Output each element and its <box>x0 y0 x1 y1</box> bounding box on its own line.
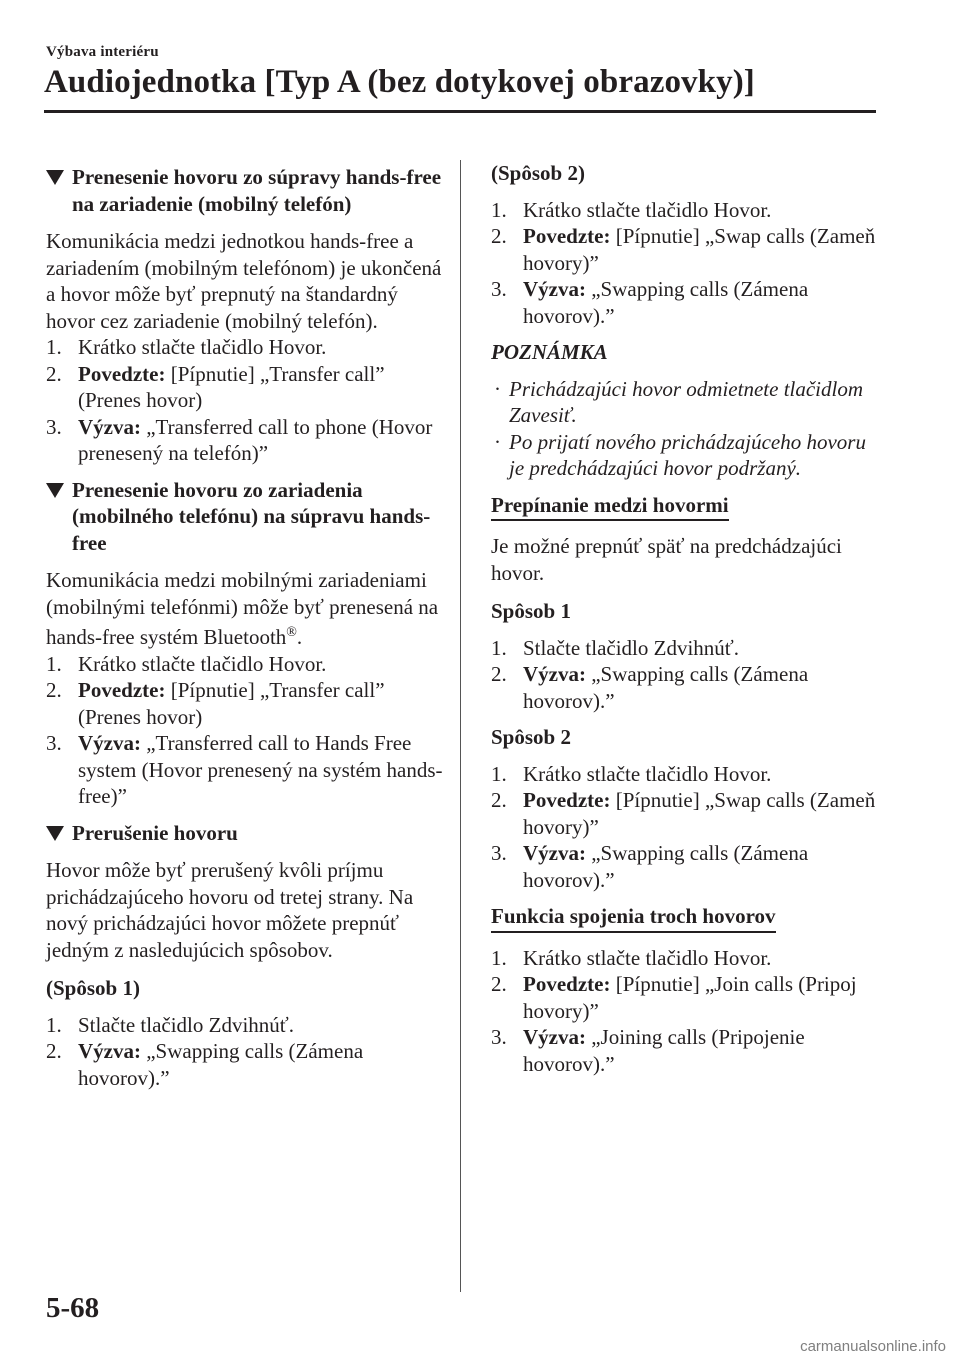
step-text: Stlačte tlačidlo Zdvihnúť. <box>78 1012 295 1037</box>
list-item <box>491 971 881 1024</box>
step-text: Stlačte tlačidlo Zdvihnúť. <box>523 635 740 660</box>
method-2-title: (Spôsob 2) <box>491 161 585 185</box>
column-divider <box>460 160 461 1292</box>
step-number: 1. <box>491 945 507 970</box>
step-number: 2. <box>46 361 62 386</box>
step-label: Výzva: <box>78 414 141 439</box>
steps-list <box>46 334 446 467</box>
step-number: 2. <box>46 678 62 702</box>
heading-transfer-to-handsfree: Prenesenie hovoru zo zariadenia (mobilného telefónu) na súpravu hands-free <box>46 477 446 557</box>
step-number: 1. <box>491 761 507 786</box>
step-number: 2. <box>491 662 507 686</box>
note-item: · Po prijatí nového prichádzajúceho hovoru je predchádzajúci hovor podržaný. <box>494 429 866 480</box>
list-item <box>491 197 881 224</box>
step-label: Povedzte: <box>523 972 611 996</box>
step-label: Výzva: <box>78 1039 141 1063</box>
heading-join-calls: Funkcia spojenia troch hovorov <box>491 903 776 933</box>
steps-list <box>46 1012 446 1092</box>
page-number: 5-68 <box>46 1292 100 1324</box>
step-label: Výzva: <box>523 1025 586 1049</box>
triangle-bullet-icon <box>46 483 64 498</box>
bullet-dot-icon: · <box>494 429 501 454</box>
note-title: POZNÁMKA <box>491 340 608 364</box>
step-number: 2. <box>491 972 507 996</box>
step-text: „Transferred call to phone (Hovor prenesený na telefón)” <box>78 414 433 465</box>
list-item <box>491 276 881 329</box>
left-column <box>46 160 446 1101</box>
list-item <box>46 730 446 810</box>
step-number: 1. <box>46 1012 62 1037</box>
page-title: Audiojednotka [Typ A (bez dotykovej obrazovky)] <box>44 64 755 100</box>
step-number: 3. <box>491 1025 507 1049</box>
list-item <box>491 945 881 972</box>
section-label: Výbava interiéru <box>46 44 159 60</box>
step-text: [Pípnutie] „Transfer call” (Prenes hovor) <box>78 678 385 729</box>
step-label: Povedzte: <box>78 678 166 702</box>
paragraph-switch-calls: Je možné prepnúť späť na predchádzajúci hovor. <box>491 534 842 585</box>
paragraph-transfer-to-handsfree: Komunikácia medzi mobilnými zariadeniami (mobilnými telefónmi) môže byť prenesená na hands-free systém Bluetooth®. <box>46 568 439 649</box>
list-item <box>491 761 881 788</box>
list-item <box>46 677 446 730</box>
step-text: „Swapping calls (Zámena hovorov).” <box>523 662 809 713</box>
step-number: 1. <box>491 635 507 660</box>
step-number: 2. <box>491 788 507 812</box>
note-item: · Prichádzajúci hovor odmietnete tlačidlom Zavesiť. <box>494 376 864 427</box>
list-item <box>491 661 881 714</box>
note-list <box>491 376 881 482</box>
step-text: [Pípnutie] „Join calls (Pripoj hovory)” <box>523 972 857 1023</box>
triangle-bullet-icon <box>46 170 64 185</box>
method-1-title: (Spôsob 1) <box>46 976 140 1000</box>
steps-list <box>491 197 881 330</box>
list-item <box>46 1038 446 1091</box>
steps-list <box>491 635 881 715</box>
step-number: 3. <box>491 841 507 865</box>
list-item <box>491 1024 881 1077</box>
step-label: Povedzte: <box>523 788 611 812</box>
list-item <box>491 635 881 662</box>
bullet-dot-icon: · <box>494 376 501 401</box>
right-column <box>491 160 881 1087</box>
list-item <box>46 651 446 678</box>
list-item <box>46 361 446 414</box>
step-text: „Transferred call to Hands Free system (Hovor prenesený na systém hands-free)” <box>78 731 443 808</box>
step-number: 3. <box>491 277 507 301</box>
switch-method-1-title: Spôsob 1 <box>491 599 571 623</box>
step-text: [Pípnutie] „Transfer call” (Prenes hovor) <box>78 361 385 412</box>
step-label: Povedzte: <box>523 224 611 248</box>
step-number: 2. <box>46 1039 62 1063</box>
step-label: Výzva: <box>523 277 586 301</box>
step-number: 3. <box>46 414 62 439</box>
list-item <box>46 414 446 467</box>
steps-list <box>491 761 881 894</box>
watermark-link[interactable]: carmanualsonline.info <box>800 1338 946 1355</box>
list-item <box>491 787 881 840</box>
list-item <box>491 223 881 276</box>
step-text: „Swapping calls (Zámena hovorov).” <box>523 277 809 328</box>
step-text: [Pípnutie] „Swap calls (Zameň hovory)” <box>523 224 876 275</box>
step-text: „Swapping calls (Zámena hovorov).” <box>78 1039 364 1090</box>
step-number: 1. <box>46 651 62 676</box>
step-text: Krátko stlačte tlačidlo Hovor. <box>78 651 327 676</box>
step-number: 3. <box>46 731 62 755</box>
list-item <box>491 840 881 893</box>
step-label: Povedzte: <box>78 361 166 386</box>
list-item <box>46 1012 446 1039</box>
steps-list <box>491 945 881 1078</box>
step-label: Výzva: <box>523 662 586 686</box>
paragraph-transfer-to-phone: Komunikácia medzi jednotkou hands-free a zariadením (mobilným telefónom) je ukončená a hovor môže byť prepnutý na štandardný hovor cez zariadenie (mobilný telefón). <box>46 229 442 333</box>
steps-list <box>46 651 446 810</box>
step-number: 2. <box>491 224 507 248</box>
step-text: „Swapping calls (Zámena hovorov).” <box>523 841 809 892</box>
step-text: Krátko stlačte tlačidlo Hovor. <box>523 197 772 222</box>
step-text: Krátko stlačte tlačidlo Hovor. <box>523 761 772 786</box>
heading-transfer-to-phone: Prenesenie hovoru zo súpravy hands-free na zariadenie (mobilný telefón) <box>46 164 446 217</box>
list-item <box>46 334 446 361</box>
switch-method-2-title: Spôsob 2 <box>491 725 571 749</box>
paragraph-call-interrupt: Hovor môže byť prerušený kvôli príjmu prichádzajúceho hovoru od tretej strany. Na nový prichádzajúci hovor môžete prepnúť jedným z nasledujúcich spôsobov. <box>46 858 414 962</box>
heading-switch-calls: Prepínanie medzi hovormi <box>491 492 729 522</box>
step-text: Krátko stlačte tlačidlo Hovor. <box>523 945 772 970</box>
step-number: 1. <box>491 197 507 222</box>
step-text: Krátko stlačte tlačidlo Hovor. <box>78 335 327 359</box>
triangle-bullet-icon <box>46 826 64 841</box>
step-label: Výzva: <box>78 731 141 755</box>
step-text: [Pípnutie] „Swap calls (Zameň hovory)” <box>523 788 876 839</box>
heading-call-interrupt: Prerušenie hovoru <box>46 820 446 847</box>
step-number: 1. <box>46 335 62 359</box>
title-rule <box>44 110 876 113</box>
step-label: Výzva: <box>523 841 586 865</box>
step-text: „Joining calls (Pripojenie hovorov).” <box>523 1025 805 1076</box>
